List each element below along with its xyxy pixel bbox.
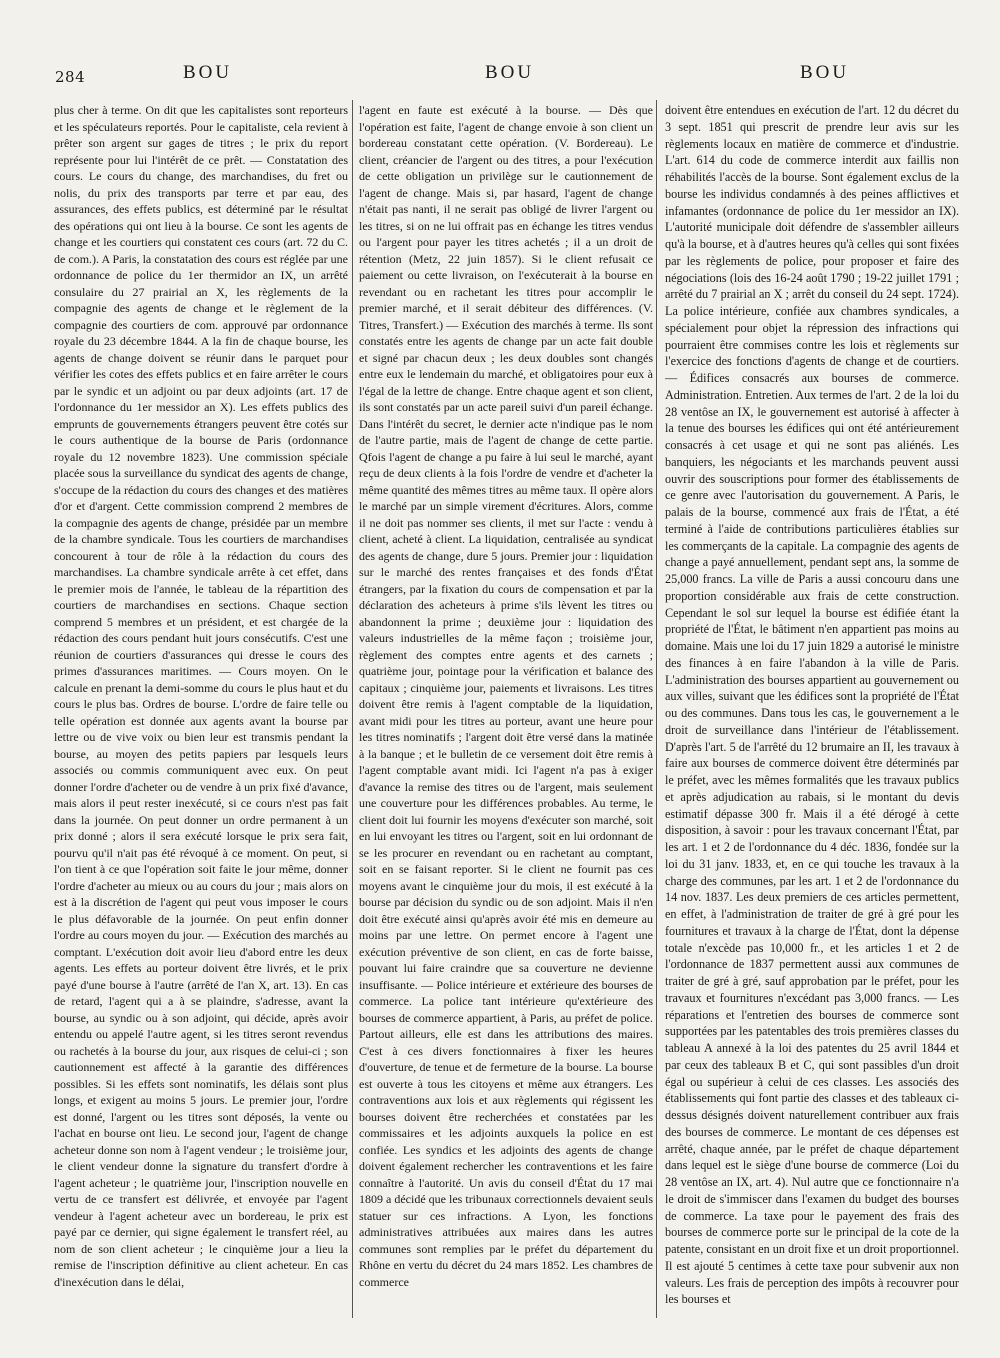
page-number: 284 bbox=[55, 68, 86, 86]
column-text: plus cher à terme. On dit que les capitalistes sont reporteurs et les spéculateurs reportés. Pour le capitaliste, cela revient à prêter son argent sur gages de titres ; le prix du report représente pour lui l'intérêt de ce prêt. — Constatation des cours. Le cours du change, des marchandises, du fret ou nolis, du prix des transports par terre et par eau, des assurances, des effets publics, est déterminé par le résultat des opérations qui ont lieu à la bourse. Ce sont les agents de change et les courtiers qui constatent ces cours (art. 72 du C. de com.). A Paris, la constatation des cours est réglée par une ordonnance de police du 1er thermidor an IX, un arrêté consulaire du 27 prairial an X, les règlements de la compagnie des agents de change et le règlement de la compagnie des courtiers de com. approuvé par ordonnance royale du 23 décembre 1844. A la fin de chaque bourse, les agents de change doivent se réunir dans le parquet pour vérifier les cotes des effets publics et en faire arrêter le cours par le syndic et un adjoint ou par deux adjoints (art. 17 de l'ordonnance du 1er messidor an X). Les effets publics des emprunts de gouvernements étrangers peuvent être cotés sur le cours authentique de la bourse de Paris (ordonnance royale du 12 novembre 1823). Une commission spéciale placée sous la surveillance du syndicat des agents de change, s'occupe de la rédaction du cours des changes et des matières d'or et d'argent. Cette commission comprend 2 membres de la compagnie des agents de change, présidée par un membre de la chambre syndicale. Tous les courtiers de marchandises concourent à tour de rôle à la rédaction du cours des marchandises. La chambre syndicale arrête à cet effet, dans le premier mois de l'année, le tableau de la répartition des courtiers de marchandises en sections. Chaque section comprend 5 membres et un président, et est chargée de la rédaction des cours pendant huit jours consécutifs. C'est une réunion de courtiers d'assurances qui dresse le cours des primes d'assurances maritimes. — Cours moyen. On le calcule en prenant la demi-somme du cours le plus haut et du cours le plus bas. Ordres de bourse. L'ordre de faire telle ou telle opération est donnée aux agents avant la bourse par lettre ou de vive voix ou bien leur est transmis pendant la bourse, au moyen des petits papiers par lesquels leurs associés ou commis communiquent avec eux. On peut donner l'ordre d'acheter ou de vendre à un prix fixé d'avance, mais alors il peut rester inexécuté, si ce cours n'est pas fait dans la journée. On peut donner un ordre permanent à un prix donné ; alors il sera exécuté lorsque le prix sera fait, pourvu qu'il n'ait pas été révoqué à ce moment. On peut, si l'on tient à ce que l'opération soit faite le jour même, donner l'ordre d'acheter au mieux ou au cours du jour ; mais alors on est à la discrétion de l'agent qui peut vous imposer le cours le plus défavorable de la journée. On peut enfin donner l'ordre au cours moyen du jour. — Exécution des marchés au comptant. L'exécution doit avoir lieu d'abord entre les deux agents. Les effets au porteur doivent être livrés, et le prix payé d'une bourse à l'autre (arrêté de l'an X, art. 13). En cas de retard, l'agent qui a à se plaindre, s'adresse, avant la bourse, au syndic ou à son adjoint, qui décide, après avoir entendu ou appelé l'autre agent, si les titres seront revendus ou rachetés à la bourse du jour, aux risques de celui-ci ; son cautionnement est affecté à la garantie des différences possibles. Si les effets sont nominatifs, les délais sont plus longs, et exigent au moins 5 jours. Le premier jour, l'ordre est donné, l'argent ou les titres sont déposés, la vente ou l'achat en bourse ont lieu. Le second jour, l'agent de change acheteur donne son nom à l'agent vendeur ; le troisième jour, le client vendeur donne la signature du transfert d'ordre à l'agent acheteur ; le quatrième jour, l'inscription nouvelle en vertu de ce transfert est délivrée, et envoyée par l'agent vendeur à l'agent acheteur avec un bordereau, le prix est payé par ce dernier, qui signe également le transfert réel, au nom de son client acheteur ; le cinquième jour a lieu la remise de l'inscription définitive au client acheteur. En cas d'inexécution dans le délai, bbox=[54, 103, 348, 1289]
column-divider bbox=[656, 100, 657, 1318]
running-head-left: BOU bbox=[183, 62, 233, 83]
column-text: doivent être entendues en exécution de l'art. 12 du décret du 3 sept. 1851 qui prescrit de prendre leur avis sur les règlements locaux en matière de commerce et d'industrie. L'art. 614 du code de commerce interdit aux faillis non réhabilités l'accès de la bourse. Sont également exclus de la bourse les individus condamnés à des peines afflictives et infamantes (ordonnance de police du 1er messidor an IX). L'autorité municipale doit défendre de s'assembler ailleurs qu'à la bourse, et à d'autres heures qu'à celles qui sont fixées par les règlements de police, pour proposer et faire des négociations (lois des 16-24 août 1790 ; 19-22 juillet 1791 ; arrêté du 7 prairial an X ; arrêt du conseil du 24 sept. 1724). La police intérieure, confiée aux chambres syndicales, a spécialement pour objet la répression des infractions qui pourraient être commises contre les lois et règlements sur l'exercice des fonctions d'agents de change et de courtiers. — Édifices consacrés aux bourses de commerce. Administration. Entretien. Aux termes de l'art. 2 de la loi du 28 ventôse an IX, le gouvernement est autorisé à affecter à la tenue des bourses les édifices qui ont été antérieurement consacrés à cet usage et qui ne sont pas aliénés. Les banquiers, les négociants et les marchands peuvent aussi ouvrir des souscriptions pour former des établissements de ce genre avec l'autorisation du gouvernement. A Paris, le palais de la bourse, commencé aux frais de l'État, a été terminé à l'aide de contributions particulières établies sur les commerçants de la capitale. La compagnie des agents de change a payé annuellement, pendant sept ans, la somme de 25,000 francs. La ville de Paris a aussi concouru dans une proportion considérable aux frais de cette construction. Cependant le sol sur lequel la bourse est édifiée étant la propriété de l'État, le bâtiment n'en appartient pas moins au domaine. Mais une loi du 17 juin 1829 a autorisé le ministre des finances à en faire l'abandon à la ville de Paris. L'administration des bourses appartient au gouvernement ou aux villes, suivant que les édifices sont la propriété de l'État ou des communes. Dans tous les cas, le gouvernement a le droit de surveillance dans l'intérieur de l'établissement. D'après l'art. 5 de l'arrêté du 12 brumaire an II, les travaux à faire aux bourses de commerce doivent être déterminés par le préfet, avec les mêmes formalités que les travaux publics et après adjudication au rabais, si le montant du devis estimatif dépasse 300 fr. Mais il a été dérogé à cette disposition, à savoir : pour les travaux concernant l'État, par les art. 1 et 2 de l'ordonnance du 4 déc. 1836, fondée sur la loi du 31 janv. 1833, et, en ce qui touche les travaux à la charge des communes, par les art. 1 et 2 de l'ordonnance du 14 nov. 1837. Les deux premiers de ces articles permettent, en effet, à l'administration de traiter de gré à gré pour les fournitures et travaux à la charge de l'État, dont la dépense totale n'excède pas 10,000 fr., et les articles 1 et 2 de l'ordonnance de 1837 permettent aussi aux communes de traiter de gré à gré, sauf approbation par le préfet, pour les travaux et fournitures n'excédant pas 3,000 francs. — Les réparations et l'entretien des bourses de commerce sont supportées par les patentables des trois premières classes du tableau A annexé à la loi des patentes du 25 avril 1844 et par ceux des tableaux B et C, qui sont passibles d'un droit égal ou supérieur à celui de ces classes. Les associés des établissements qui font partie des classes et des tableaux ci-dessus désignés doivent naturellement contribuer aux frais des bourses de commerce. Le montant de ces dépenses est arrêté, chaque année, par le préfet de chaque département dans lequel est le siège d'une bourse de commerce (Loi du 28 ventôse an IX, art. 4). Nul autre que ce fonctionnaire n'a le droit de s'immiscer dans l'examen du budget des bourses de commerce. La taxe pour le payement des frais des bourses de commerce porte sur le principal de la cote de la patente, consistant en un droit fixe et un droit proportionnel. Il est ajouté 5 centimes à cette taxe pour subvenir aux non valeurs. Les frais de perception des impôts à recouvrer pour les bourses et bbox=[665, 103, 959, 1307]
column-text: l'agent en faute est exécuté à la bourse. — Dès que l'opération est faite, l'agent de change envoie à son client un bordereau constatant cette opération. (V. Bordereau). Le client, créancier de l'argent ou des titres, a pour l'exécution de cette obligation un privilège sur le cautionnement de l'agent de change. Mais si, par hasard, l'agent de change n'était pas nanti, il ne serait pas obligé de livrer l'argent ou les titres, si on ne lui offrait pas en échange les titres vendus ou l'argent pour payer les titres achetés ; il a un droit de rétention (Metz, 22 juin 1857). Si le client refusait ce paiement ou cette livraison, on l'exécuterait à la bourse en revendant ou en rachetant les titres pour accomplir le premier marché, et il serait débiteur des différences. (V. Titres, Transfert.) — Exécution des marchés à terme. Ils sont constatés entre les agents de change par un acte fait double et signé par chacun deux ; les deux doubles sont changés entre eux le lendemain du marché, et obligatoires pour eux à l'égal de la lettre de change. Entre chaque agent et son client, ils sont constatés par un acte pareil suivi d'un pareil échange. Dans l'intérêt du secret, le dernier acte n'indique pas le nom de l'autre partie, mais de l'agent de change de cette partie. Qfois l'agent de change a pu faire à lui seul le marché, ayant reçu de deux clients à la fois l'ordre de vendre et d'acheter la même quantité des mêmes titres au même taux. Il opère alors le marché par un simple virement d'écritures. Alors, comme il ne doit pas nommer ses clients, il met sur l'acte : vendu à client, acheté à client. La liquidation, centralisée au syndicat des agents de change, dure 5 jours. Premier jour : liquidation sur le marché des rentes françaises et des fonds d'État étrangers, par la fixation du cours de compensation et par la déclaration des acheteurs à prime s'ils lèvent les titres ou abandonnent la prime ; deuxième jour : liquidation des valeurs industrielles de la même façon ; troisième jour, règlement des comptes entre agents et des carnets ; quatrième jour, pointage pour la vérification et balance des capitaux ; cinquième jour, paiements et livraisons. Les titres doivent être remis à l'agent comptable de la liquidation, avant midi pour les titres au porteur, avant une heure pour les titres nominatifs ; l'argent doit être versé dans la matinée à la banque ; et le bulletin de ce versement doit être remis à l'agent comptable avant midi. Ici l'agent n'a pas à exiger d'avance la remise des titres ou de l'argent, mais seulement une couverture pour les différences probables. Au terme, le client doit lui fournir les moyens d'exécuter son marché, soit en lui envoyant les titres ou l'argent, soit en lui ordonnant de se les procurer en revendant ou en rachetant au comptant, soit en se faisant reporter. Si le client ne fournit pas ces moyens avant le cinquième jour du mois, il est exécuté à la bourse par décision du syndic ou de son adjoint. Mais il n'en doit être exécuté ainsi qu'après avoir été mis en demeure au moins par une lettre. On permet encore à l'agent une exécution préventive de son client, en cas de forte baisse, pouvant lui faire craindre que sa couverture ne devienne insuffisante. — Police intérieure et extérieure des bourses de commerce. La police tant intérieure qu'extérieure des bourses de commerce appartient, à Paris, au préfet de police. Partout ailleurs, elle est dans les attributions des maires. C'est à ces divers fonctionnaires à fixer les heures d'ouverture, de tenue et de fermeture de la bourse. La bourse est ouverte à tous les citoyens et même aux étrangers. Les contraventions aux lois et aux règlements qui régissent les bourses doivent être recherchées et constatées par les commissaires et les adjoints auxquels la police en est confiée. Les syndics et les adjoints des agents de change doivent également rechercher les contraventions et les faire connaître à l'autorité. Un avis du conseil d'État du 17 mai 1809 a décidé que les tribunaux correctionnels devaient seuls statuer sur ces infractions. A Lyon, les fonctions administratives attribuées aux maires dans les autres communes sont remplies par le préfet du département du Rhône en vertu du décret du 24 mars 1852. Les chambres de commerce bbox=[359, 103, 653, 1289]
page-header bbox=[55, 62, 965, 92]
text-column-right bbox=[665, 102, 959, 1317]
text-column-left bbox=[54, 102, 348, 1317]
running-head-right: BOU bbox=[800, 62, 850, 83]
running-head-center: BOU bbox=[485, 62, 535, 83]
column-divider bbox=[352, 100, 353, 1318]
text-column-middle bbox=[359, 102, 653, 1317]
